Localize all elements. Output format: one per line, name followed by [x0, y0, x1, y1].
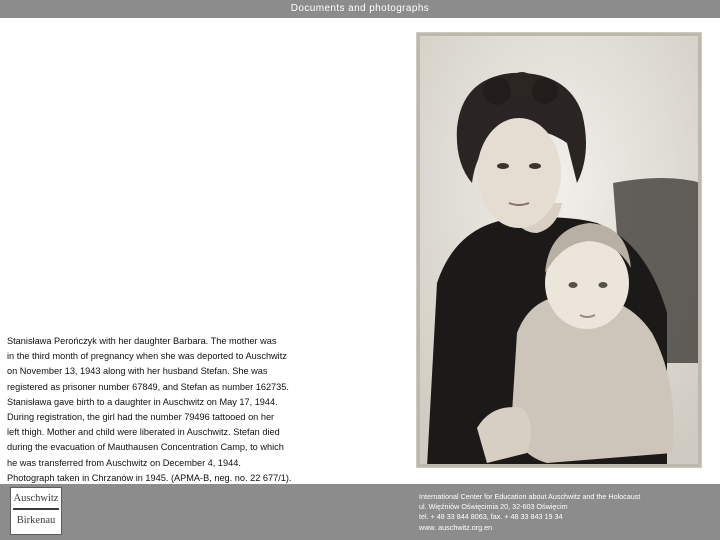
caption-line: Stanisława gave birth to a daughter in Auschwitz on May 17, 1944. — [7, 396, 278, 407]
logo-line-auschwitz: Auschwitz — [13, 490, 59, 510]
institution-name: International Center for Education about Auschwitz and the Holocaust — [419, 492, 641, 501]
caption-line: he was transferred from Auschwitz on December 4, 1944. — [7, 457, 241, 468]
institution-website: www. auschwitz.org.en — [419, 522, 493, 532]
institution-address: ul. Więźniów Oświęcimia 20, 32-603 Oświęcim — [419, 502, 568, 512]
caption-line: in the third month of pregnancy when she was deported to Auschwitz — [7, 351, 287, 362]
institution-phone: tel. + 48 33 844 8063, fax. + 48 33 843 19 34 — [419, 512, 563, 522]
historical-photograph — [416, 32, 702, 468]
footer-bar — [0, 484, 720, 540]
header-bar — [0, 0, 720, 18]
caption-line: left thigh. Mother and child were liberated in Auschwitz. Stefan died — [7, 427, 280, 438]
photo-illustration — [417, 33, 701, 467]
header-title: Documents and photographs — [290, 3, 430, 14]
caption-line: registered as prisoner number 67849, and Stefan as number 162735. — [7, 381, 289, 392]
auschwitz-birkenau-logo — [10, 487, 62, 535]
institution-contact — [419, 492, 719, 533]
caption-line: Photograph taken in Chrzanów in 1945. (APMA-B, neg. no. 22 677/1). — [7, 472, 292, 483]
caption-line: on November 13, 1943 along with her husband Stefan. She was — [7, 366, 268, 377]
caption-line: Stanisława Perończyk with her daughter Barbara. The mother was — [7, 336, 277, 346]
logo-line-birkenau: Birkenau — [16, 515, 56, 526]
photo-caption — [7, 334, 407, 486]
caption-line: During registration, the girl had the number 79496 tattooed on her — [7, 412, 275, 423]
caption-line: during the evacuation of Mauthausen Concentration Camp, to which — [7, 442, 284, 453]
